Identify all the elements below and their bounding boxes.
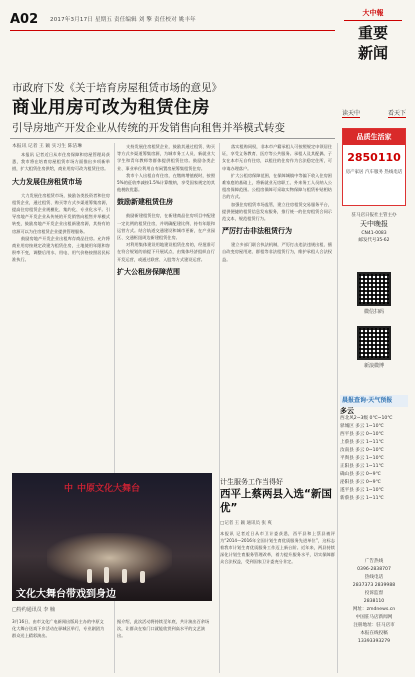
section-heading: 大力发展住房租赁市场 [12,177,82,186]
contact-info [340,558,408,646]
paragraph: 扩大公租房保障范围，在保障城镇中等偏下收入住房困难家庭的基础上，将新就业无房职工、外来务工人员纳入公租房保障范围。公租房保障可采取实物保障与租赁补贴相结合的方式。 [222,172,332,200]
paragraph: 鼓励新建租赁住房，在新建商品住房项目中配建一定比例的租赁住房，并明确配建比例、持有年限和运营方式。结合轨道交通建设和城市更新，在产业园区、交通枢纽周边新建租赁住房。 [117,213,215,241]
photo-credit: □特约通讯员 李 楠 [12,607,55,613]
weather-city: 泌阳县 多云 0~9℃ [340,480,381,485]
paragraph: 支持发展住房租赁企业，鼓励其通过租赁、购买等方式多渠道筹集房源，为城市务工人员、新就业大学生和青年教师等群体提供租赁住房。鼓励各类企业、事业单位利用自有闲置房屋筹集租赁住房。 [117,144,215,171]
article-column-3 [222,143,332,468]
lead-subhead: 引导房地产开发企业从传统的开发销售向租售并举模式转变 [12,122,285,134]
paragraph: 本报讯 记者近日从市住房保障和房屋管理局获悉，我市将在培育房屋租赁市场方面推出多项新举措，扩大租赁住房供给，商业用房可改为租赁住房。 [12,152,110,172]
weather-temp: 西北风2~3级 0℃~10℃ [340,416,393,421]
article-column-1 [12,143,110,468]
section-masthead [340,8,406,103]
article-kicker: 计生服务工作当得好 [220,478,283,486]
section-title-line2: 新闻 [357,44,388,62]
weather-city: 平舆县 多云 1~10℃ [340,456,384,461]
performer-figure [140,571,145,583]
ad-label: 广告热线 [364,559,384,564]
promo-ad[interactable] [342,128,406,206]
article-headline[interactable]: 西平上蔡两县入选“新国优” [220,488,332,514]
complaint-phone[interactable]: 2838110 [363,599,385,604]
postal-code: 邮发代号35-62 [358,238,390,243]
paragraph: 我市个人出租自有住房，在缴纳增值税时，按照5%的征收率减按1.5%计算缴纳，享受国家规定的其他税收优惠。 [117,172,215,193]
tab-see-world[interactable]: 看天下 [387,110,406,117]
article-column-2 [117,143,215,468]
header-meta: 2017年3月17日 星期五 责任编辑 刘 擎 责任校对 姚丰年 [50,17,196,23]
qr-caption: 新浪微博 [363,363,384,369]
website-link[interactable]: 网址：zmdnews.cn [352,607,396,612]
paragraph: 鼓励房地产开发企业出租库存商品住房。允许将商业用房按规定改建为租赁住房，土地使用年限和容积率不变，调整后用水、用电、用气价格按照居民标准执行。 [12,235,110,263]
complaint-label: 投诉监督 [364,591,384,596]
submit-label: 本报在线投稿 [360,631,388,636]
weather-city: 驿城区 多云 1~10℃ [340,424,384,429]
paragraph: 落实租购同权，非本市户籍承租人可按照规定申领居住证，享受义务教育、医疗等公共服务。承租人及其配偶、子女在本市无自有住房，以租住的住房作为合法稳定住所，可申请办理落户。 [222,144,332,171]
masthead-rule [344,20,402,21]
wechat-qr-icon[interactable] [357,272,391,306]
rail-tabs [340,108,408,118]
page-number: A02 [10,11,39,27]
weather-city: 新蔡县 多云 1~11℃ [340,496,384,501]
promo-text: 房产家居 汽车服务 热线电话 [345,170,403,175]
column-divider [337,143,338,673]
article-body: 本报讯 记者近日从市卫计委获悉，西平县和上蔡县被评为“2014—2016年全国计划生育优质服务先进单位”，这标志着我市计划生育优质服务工作迈上新台阶。近年来，两县持续深化计划生育服务管理改革，着力提升服务水平，切实保障群众合法权益，受到国家卫计委充分肯定。 [220,531,335,564]
weather-city: 确山县 多云 0~9℃ [340,472,381,477]
photo-story-col-2: 据介绍，此次活动将持续至年底，共计演出百余场次，让群众在家门口就能欣赏到高水平的文艺演出。 [117,619,210,638]
promo-band: 品质生活家 [343,129,405,145]
performer-figure [122,569,127,583]
right-rail [340,108,408,118]
section-heading: 鼓励新建租赁住房 [117,198,173,207]
performer-figure [104,567,109,583]
section-heading: 扩大公租房保障范围 [117,267,180,276]
hotline-label: 热线电话 [364,575,384,580]
submit-phone[interactable]: 13393393279 [357,639,391,644]
section-heading: 严厉打击非法租赁行为 [222,227,292,236]
stage-logo [64,481,144,494]
performer-figure [87,569,92,583]
address: 注册地址：驻马店市 [353,623,395,628]
paper-name: 天中晚报 [360,220,388,228]
weather-box [340,395,408,555]
qr-caption: 微信扫码 [363,309,384,315]
paragraph: 加强住房租赁市场监管，建立住房租赁交易服务平台，提供便捷的租赁信息发布服务，推行统一的住房租赁合同示范文本，规范租赁行为。 [222,201,332,222]
brand-logo: 大中報 [362,9,384,17]
cn-number: CN41-0083 [361,231,387,236]
headline-rule [10,138,335,139]
paragraph: 建立多部门联合执法机制，严厉打击违法违规出租、擅自改变房屋用途、群租等非法租赁行为，维护承租人合法权益。 [222,242,332,262]
article-byline: 本报讯 记者 王 颖 实习生 陈洁琳 [12,144,82,149]
logo-text: 中原文化大舞台 [77,484,141,494]
weather-city: 遂平县 多云 1~10℃ [340,488,384,493]
weather-city: 正阳县 多云 1~11℃ [340,464,384,469]
tab-read-tianzhong[interactable]: 读天中 [342,110,361,117]
logo-mark: 中 [64,484,74,494]
section-title-line1: 重要 [357,24,388,42]
weather-city: 上蔡县 多云 1~11℃ [340,440,384,445]
lead-kicker: 市政府下发《关于培育房屋租赁市场的意见》 [12,82,222,94]
promo-number: 2850110 [347,151,401,164]
secondary-article [220,477,335,670]
paragraph: 对利用集体建设用地建设租赁住房的，经批准可在符合规划的前提下开展试点，由集体经济组织自行开发运营，或通过联营、入股等方式建设运营。 [117,242,215,262]
photo-story-col-1: 3月16日，由市文化广电新闻出版局主办的中原文化大舞台送戏下乡活动在驿城区举行，专业剧团为群众送上精彩演出。 [12,619,105,638]
lead-headline[interactable]: 商业用房可改为租赁住房 [12,98,210,118]
weather-title: 晨报查询·天气预报 [340,395,408,407]
weather-city: 西平县 多云 0~10℃ [340,432,384,437]
weather-today: 多云 [340,407,354,415]
photo-caption: 文化大舞台带戏到身边 [16,589,116,600]
weather-city: 汝南县 多云 0~10℃ [340,448,384,453]
site-name: 中国驻马店新闻网 [355,615,393,620]
stage-light [47,533,172,583]
paragraph: 大力发展住房租赁市场，鼓励各类投资者和住房租赁企业，通过租赁、购买等方式多渠道筹集房源，提高住房租赁企业规模化、集约化、专业化水平。引导房地产开发企业从传统的开发销售向租售并举模式转变，鼓励房地产开发企业出租新建房源，其持有的房源可以为住房租赁企业提供管理服务。 [12,192,110,234]
weibo-qr-icon[interactable] [357,326,391,360]
hotline-phone[interactable]: 2837373 2839988 [352,583,396,588]
publisher-label: 驻马店日报社主管主办 [351,213,397,218]
subscription-info [342,212,406,244]
article-byline: □记者 王 颖 通讯员 张 爽 [220,521,272,526]
ad-phone[interactable]: 0396-2838707 [357,567,391,572]
news-photo[interactable] [12,473,212,601]
header-rule [10,30,335,31]
